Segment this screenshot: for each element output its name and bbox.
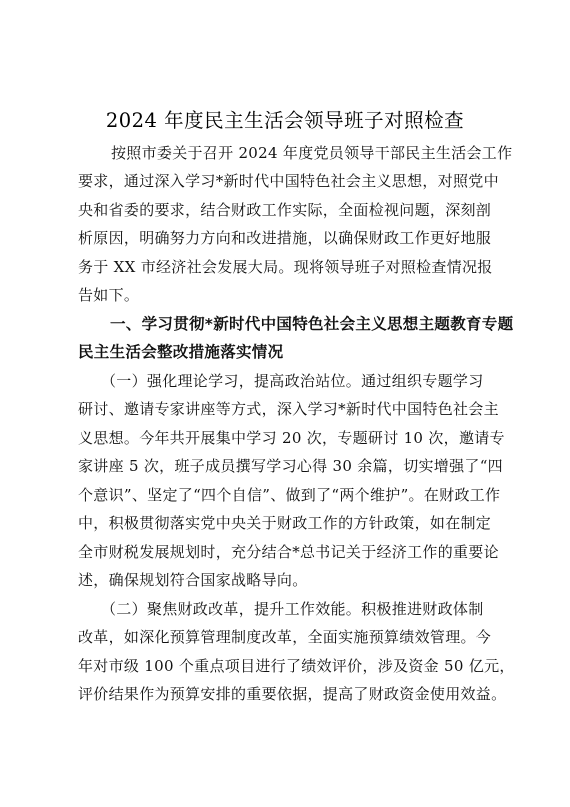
body-line: 中，积极贯彻落实党中央关于财政工作的方针政策，如在制定 [78,514,492,532]
body-line: 央和省委的要求，结合财政工作实际，全面检视问题，深刻剖 [78,201,492,219]
body-line: 义思想。今年共开展集中学习 20 次，专题研讨 10 次，邀请专 [78,429,505,447]
body-line: 全市财税发展规划时，充分结合*总书记关于经济工作的重要论 [78,543,499,561]
body-line: （一）强化理论学习，提高政治站位。通过组织专题学习 [101,372,484,390]
section-heading: 民主生活会整改措施落实情况 [78,343,284,361]
body-line: （二）聚焦财政改革，提升工作效能。积极推进财政体制 [101,600,484,618]
body-line: 个意识”、坚定了“四个自信”、做到了“两个维护”。在财政工作 [78,486,501,504]
body-line: 述，确保规划符合国家战略导向。 [78,571,308,589]
body-line: 要求，通过深入学习*新时代中国特色社会主义思想，对照党中 [78,172,499,190]
body-line: 告如下。 [78,286,140,304]
body-line: 评价结果作为预算安排的重要依据，提高了财政资金使用效益。 [78,685,507,703]
body-line: 改革，如深化预算管理制度改革，全面实施预算绩效管理。今 [78,628,492,646]
section-heading: 一、学习贯彻*新时代中国特色社会主义思想主题教育专题 [110,315,514,333]
body-line: 年对市级 100 个重点项目进行了绩效评价，涉及资金 50 亿元， [78,657,515,675]
body-line: 析原因，明确努力方向和改进措施，以确保财政工作更好地服 [78,229,492,247]
body-line: 务于 XX 市经济社会发展大局。现将领导班子对照检查情况报 [78,258,493,276]
body-line: 按照市委关于召开 2024 年度党员领导干部民主生活会工作 [111,144,513,162]
body-line: 研讨、邀请专家讲座等方式，深入学习*新时代中国特色社会主 [78,400,499,418]
document-title: 2024 年度民主生活会领导班子对照检查 [105,109,465,132]
body-line: 家讲座 5 次，班子成员撰写学习心得 30 余篇，切实增强了“四 [78,457,503,475]
